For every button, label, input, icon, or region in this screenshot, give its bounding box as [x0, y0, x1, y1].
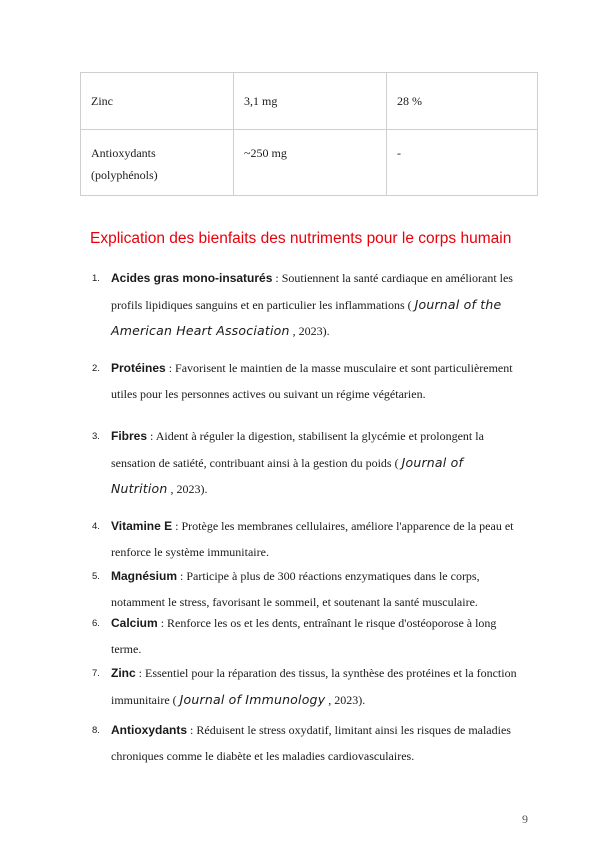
list-item-body — [111, 611, 522, 662]
list-item-text: Soutiennent la santé cardiaque en améliorant les profils lipidiques sanguins et en particulier les inflammations ( — [111, 271, 513, 312]
list-item-text: Réduisent le stress oxydatif, limitant ainsi les risques de maladies chroniques comme le diabète et les maladies cardiovasculaires. — [111, 723, 511, 763]
table-cell-nutrient: Zinc — [81, 73, 234, 130]
list-item-term: Vitamine E — [111, 519, 173, 533]
list-number: 3. — [92, 431, 100, 442]
list-item — [92, 661, 522, 713]
list-item-term: Magnésium — [111, 569, 178, 583]
list-item-term: Calcium — [111, 616, 158, 630]
list-number: 1. — [92, 273, 100, 284]
citation: Journal of Nutrition — [111, 454, 464, 496]
list-item-term: Acides gras mono-insaturés — [111, 271, 273, 285]
list-item-body — [111, 424, 522, 503]
table-cell-amount: 3,1 mg — [234, 73, 387, 130]
list-item-body — [111, 514, 522, 565]
list-item — [92, 564, 522, 615]
list-item — [92, 514, 522, 565]
citation: Journal of Immunology — [179, 691, 326, 707]
list-item-body — [111, 266, 522, 345]
list-number: 7. — [92, 668, 100, 679]
list-item-body — [111, 564, 522, 615]
list-item-text: Protège les membranes cellulaires, améliore l'apparence de la peau et renforce le système immunitaire. — [111, 519, 514, 559]
citation-year: , 2023). — [328, 692, 366, 707]
list-item-text: Participe à plus de 300 réactions enzymatiques dans le corps, notamment le stress, favorisant le sommeil, et soutenant la santé musculaire. — [111, 569, 480, 609]
list-item — [92, 356, 522, 407]
list-item-text: Renforce les os et les dents, entraînant le risque d'ostéoporose à long terme. — [111, 616, 497, 656]
list-item-term: Zinc — [111, 666, 136, 680]
table-cell-nutrient — [81, 130, 234, 196]
citation-year: , 2023). — [170, 482, 208, 496]
table-cell-amount: ~250 mg — [234, 130, 387, 196]
list-item-body — [111, 356, 522, 407]
list-number: 2. — [92, 363, 100, 374]
list-number: 5. — [92, 571, 100, 582]
list-number: 6. — [92, 618, 100, 629]
list-item — [92, 718, 522, 769]
list-item-separator: : — [165, 361, 176, 375]
list-item-term: Protéines — [111, 361, 166, 375]
list-item — [92, 611, 522, 662]
list-item-separator: : — [135, 666, 146, 680]
nutrient-name: Antioxydants — [91, 146, 156, 160]
list-item-text: Essentiel pour la réparation des tissus, la synthèse des protéines et la fonction immunitaire ( — [111, 666, 517, 707]
list-item-separator: : — [172, 519, 182, 533]
section-heading: Explication des bienfaits des nutriments pour le corps humain — [90, 230, 512, 247]
list-item-separator: : — [147, 429, 156, 443]
list-number: 8. — [92, 725, 100, 736]
citation: Journal of the American Heart Association — [111, 296, 502, 338]
list-item-separator: : — [157, 616, 168, 630]
list-item — [92, 424, 522, 503]
list-item-term: Antioxydants — [111, 723, 188, 737]
list-item — [92, 266, 522, 345]
table-cell-daily-value: 28 % — [387, 73, 538, 130]
list-item-separator: : — [187, 723, 197, 737]
list-number: 4. — [92, 521, 100, 532]
table-row — [81, 73, 538, 130]
nutrient-subname: (polyphénols) — [91, 168, 158, 182]
list-item-body — [111, 661, 522, 713]
nutrition-table — [80, 72, 538, 196]
table-row — [81, 130, 538, 196]
list-item-separator: : — [177, 569, 187, 583]
citation-year: , 2023). — [292, 324, 330, 338]
list-item-body — [111, 718, 522, 769]
page-number: 9 — [522, 812, 528, 826]
list-item-text: Aident à réguler la digestion, stabilisent la glycémie et prolongent la sensation de satiété, contribuant ainsi à la gestion du poids ( — [111, 429, 484, 470]
list-item-text: Favorisent le maintien de la masse musculaire et sont particulièrement utiles pour les personnes actives ou suivant un régime végétarien. — [111, 361, 513, 401]
table-cell-daily-value: - — [387, 130, 538, 196]
list-item-separator: : — [272, 271, 282, 285]
list-item-term: Fibres — [111, 429, 148, 443]
